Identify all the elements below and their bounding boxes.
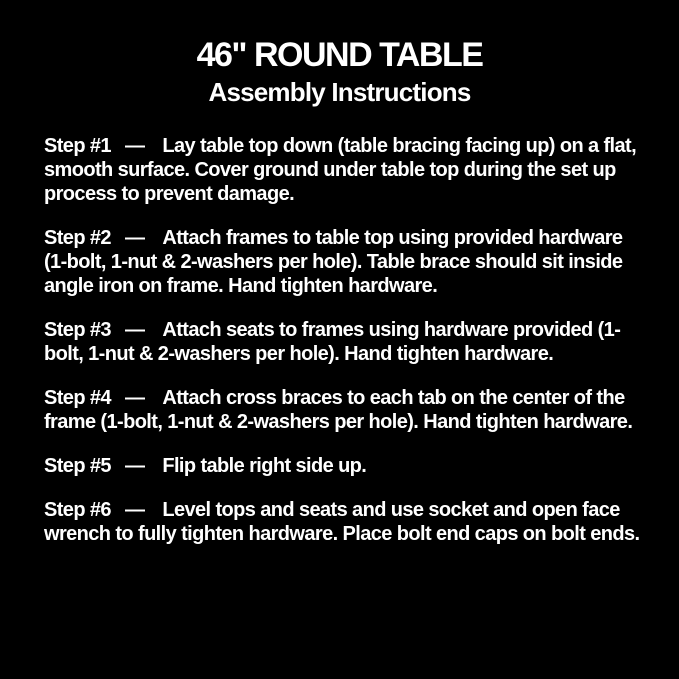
step-text: Attach cross braces to each tab on the center of the frame (1-bolt, 1-nut & 2-washers per hole). Hand tighten hardware.	[44, 387, 633, 433]
step-separator: —	[124, 387, 145, 409]
step-item-5	[44, 454, 646, 478]
step-text: Attach frames to table top using provided hardware (1-bolt, 1-nut & 2-washers per hole). Table brace should sit inside angle iron on frame. Hand tighten hardware.	[44, 227, 623, 297]
step-separator: —	[124, 455, 145, 477]
step-item-2	[44, 226, 646, 298]
step-label: Step #5	[44, 455, 111, 477]
step-item-6	[44, 498, 646, 546]
step-label: Step #6	[44, 499, 111, 521]
step-label: Step #2	[44, 227, 111, 249]
page-title: 46" ROUND TABLE	[196, 36, 483, 74]
step-item-1	[44, 134, 646, 206]
step-item-4	[44, 386, 646, 434]
step-text: Level tops and seats and use socket and open face wrench to fully tighten hardware. Place bolt end caps on bolt ends.	[44, 499, 640, 545]
page-subtitle: Assembly Instructions	[208, 77, 471, 107]
step-text: Lay table top down (table bracing facing up) on a flat, smooth surface. Cover ground under table top during the set up process to prevent damage.	[44, 135, 637, 205]
step-separator: —	[124, 227, 145, 249]
step-text: Flip table right side up.	[162, 455, 367, 477]
step-label: Step #3	[44, 319, 111, 341]
step-item-3	[44, 318, 646, 366]
step-separator: —	[124, 499, 145, 521]
step-text: Attach seats to frames using hardware provided (1-bolt, 1-nut & 2-washers per hole). Hand tighten hardware.	[44, 319, 621, 365]
steps-list	[44, 134, 646, 546]
step-label: Step #4	[44, 387, 111, 409]
step-separator: —	[124, 319, 145, 341]
step-label: Step #1	[44, 135, 111, 157]
step-separator: —	[124, 135, 145, 157]
